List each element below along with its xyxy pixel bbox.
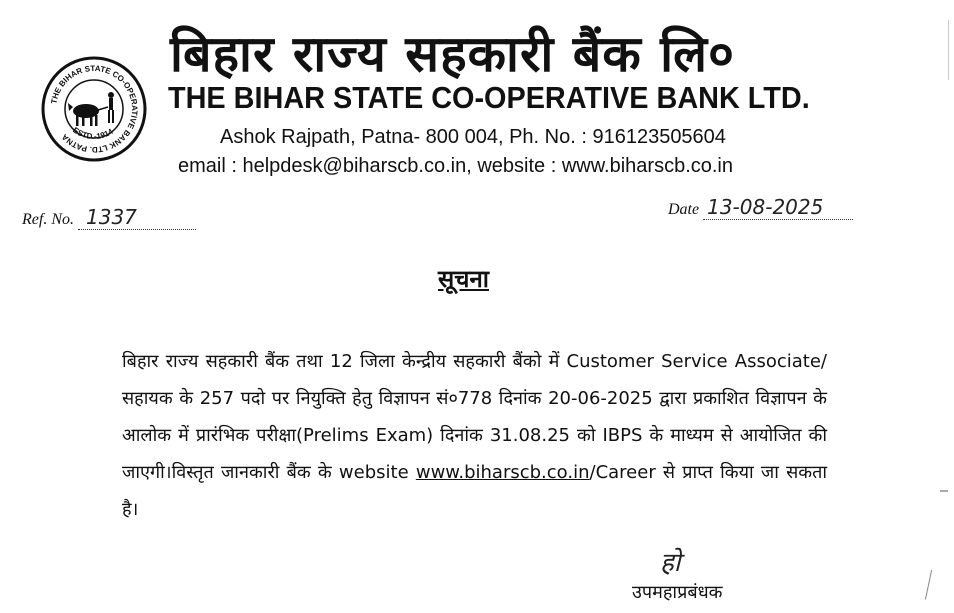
svg-text:ESTD.-1914- — [71, 125, 117, 141]
bank-contact: email : helpdesk@biharscb.co.in, website : www.biharscb.co.in — [178, 155, 733, 177]
seal-estd-text: ESTD.-1914- — [71, 125, 117, 142]
notice-heading: सूचना — [438, 265, 489, 293]
scan-mark — [925, 570, 934, 600]
bank-seal-logo — [40, 55, 148, 163]
date-value: 13-08-2025 — [707, 195, 824, 219]
ref-value: 1337 — [86, 205, 137, 229]
notice-body-text: बिहार राज्य सहकारी बैंक तथा 12 जिला केन्द्रीय सहकारी बैंको में Customer Service Associate/सहायक के 257 पदो पर नियुक्ति हेतु विज्ञापन सं०778 दिनांक 20-06-2025 द्वारा प्रकाशित विज्ञापन के आलोक में प्रारंभिक परीक्षा(Prelims Exam) दिनांक 31.08.25 को IBPS के माध्यम से आयोजित की जाएगी।विस्तृत जानकारी बैंक के website — [122, 351, 827, 483]
signatory-designation: उपमहाप्रबंधक — [632, 582, 723, 603]
date-field — [668, 195, 853, 220]
farmer-plough-icon — [68, 92, 114, 126]
ref-label: Ref. No. — [22, 211, 74, 228]
date-line — [703, 195, 853, 220]
bank-title-english: THE BIHAR STATE CO-OPERATIVE BANK LTD. — [168, 80, 810, 115]
bank-address: Ashok Rajpath, Patna- 800 004, Ph. No. : 916123505604 — [220, 126, 726, 148]
signature: हो — [660, 548, 681, 578]
page-edge-mark — [948, 20, 950, 80]
bank-title-hindi: बिहार राज्य सहकारी बैंक लि० — [170, 25, 735, 83]
notice-body — [122, 343, 827, 528]
website-link[interactable]: www.biharscb.co.in — [415, 462, 590, 483]
reference-number — [22, 205, 196, 230]
notice-body-text-end: /Career से प्राप्त किया जा सकता है। — [122, 462, 827, 520]
date-label: Date — [668, 201, 700, 218]
scan-mark — [940, 490, 948, 492]
seal-ring-text: THE BIHAR STATE CO-OPERATIVE BANK LTD. PATNA — [49, 63, 140, 155]
ref-field — [78, 205, 196, 230]
